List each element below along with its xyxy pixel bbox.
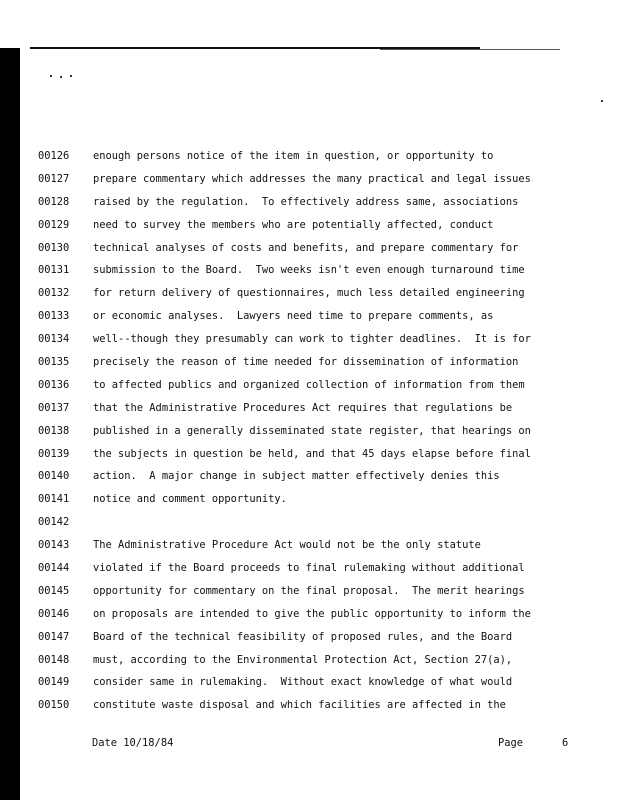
line-text: must, according to the Environmental Protection Act, Section 27(a), [93,653,513,666]
line-number: 00150 [38,699,70,712]
line-text: notice and comment opportunity. [93,493,287,506]
line-number: 00134 [38,333,70,346]
transcript-line [38,420,578,443]
line-number: 00129 [38,218,70,231]
line-number: 00142 [38,516,70,529]
line-text: enough persons notice of the item in question, or opportunity to [93,150,494,162]
line-text: for return delivery of questionnaires, much less detailed engineering [93,287,525,300]
line-text: submission to the Board. Two weeks isn't even enough turnaround time [93,264,525,277]
transcript-body [38,145,578,717]
scan-edge-bar [0,48,20,800]
line-text: well--though they presumably can work to tighter deadlines. It is for [93,333,531,346]
transcript-line [38,488,578,511]
line-number: 00138 [38,424,70,437]
line-text: opportunity for commentary on the final proposal. The merit hearings [93,584,525,597]
transcript-line [38,374,578,397]
line-text: constitute waste disposal and which facilities are affected in the [93,699,506,712]
transcript-line [38,237,578,260]
transcript-line [38,626,578,649]
line-number: 00133 [38,310,70,323]
line-number: 00148 [38,653,70,666]
line-number: 00144 [38,562,70,575]
transcript-line [38,397,578,420]
transcript-line [38,649,578,672]
transcript-line [38,351,578,374]
line-text: to affected publics and organized collection of information from them [93,378,525,391]
scan-speck [50,75,52,77]
line-text: consider same in rulemaking. Without exact knowledge of what would [93,676,513,689]
top-rule-thin [380,49,560,50]
transcript-line [38,328,578,351]
transcript-line [38,465,578,488]
line-text: violated if the Board proceeds to final rulemaking without additional [93,562,525,575]
transcript-line [38,603,578,626]
line-text: the subjects in question be held, and that 45 days elapse before final [93,447,531,460]
line-number: 00141 [38,493,70,506]
line-number: 00137 [38,401,70,414]
page-footer [0,737,618,757]
line-number: 00140 [38,470,70,483]
scan-speck [70,75,72,77]
line-text: Board of the technical feasibility of proposed rules, and the Board [93,630,513,643]
line-number: 00146 [38,607,70,620]
transcript-line [38,305,578,328]
line-text: prepare commentary which addresses the many practical and legal issues [93,172,531,185]
line-number: 00149 [38,676,70,689]
line-number: 00139 [38,447,70,460]
footer-page-label: Page [498,737,524,749]
line-text: that the Administrative Procedures Act requires that regulations be [93,401,513,414]
line-number: 00126 [38,150,70,162]
line-text: or economic analyses. Lawyers need time to prepare comments, as [93,310,494,323]
footer-date: Date 10/18/84 [92,737,174,749]
line-number: 00130 [38,241,70,254]
transcript-line [38,580,578,603]
line-text: precisely the reason of time needed for dissemination of information [93,356,519,369]
transcript-line [38,557,578,580]
line-text: published in a generally disseminated state register, that hearings on [93,424,531,437]
transcript-line [38,191,578,214]
scan-speck [60,76,62,78]
transcript-line [38,214,578,237]
transcript-line [38,671,578,694]
line-number: 00147 [38,630,70,643]
line-number: 00127 [38,172,70,185]
line-number: 00135 [38,356,70,369]
transcript-line [38,443,578,466]
transcript-line [38,534,578,557]
line-number: 00131 [38,264,70,277]
line-text: action. A major change in subject matter effectively denies this [93,470,500,483]
line-number: 00136 [38,378,70,391]
scan-speck [601,100,603,102]
transcript-line [38,168,578,191]
transcript-line [38,694,578,717]
line-text: raised by the regulation. To effectively address same, associations [93,195,519,208]
transcript-line [38,145,578,168]
transcript-line [38,282,578,305]
line-text: The Administrative Procedure Act would not be the only statute [93,539,481,552]
line-number: 00132 [38,287,70,300]
transcript-line [38,511,578,534]
line-number: 00145 [38,584,70,597]
footer-page-number: 6 [562,737,569,749]
line-number: 00128 [38,195,70,208]
line-text: on proposals are intended to give the public opportunity to inform the [93,607,531,620]
line-text: technical analyses of costs and benefits, and prepare commentary for [93,241,519,254]
transcript-line [38,259,578,282]
line-number: 00143 [38,539,70,552]
line-text: need to survey the members who are potentially affected, conduct [93,218,494,231]
